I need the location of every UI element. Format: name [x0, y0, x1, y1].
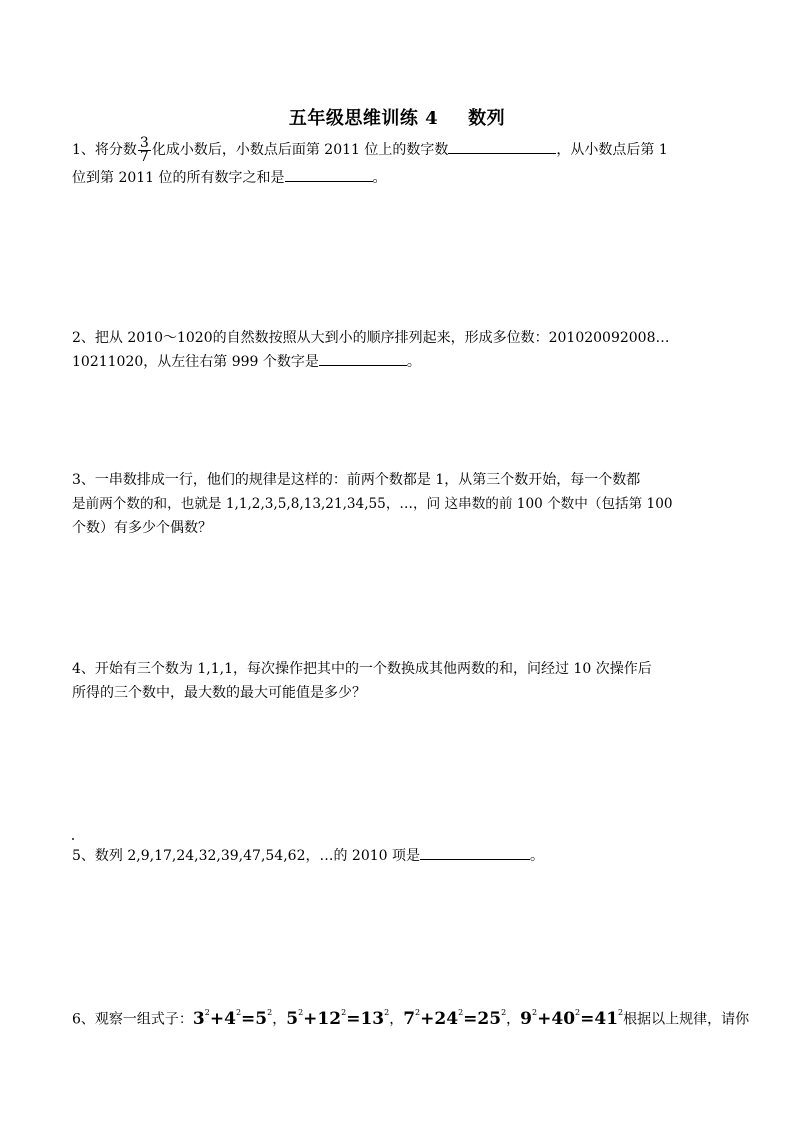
problem-3-line3: 个数）有多少个偶数？	[72, 520, 212, 536]
fraction-denominator: 7	[139, 148, 149, 165]
answer-blank-1a[interactable]	[448, 138, 556, 154]
problem-1-end: 。	[372, 170, 387, 186]
problem-5	[72, 844, 726, 868]
problem-2-line1: 2、把从 2010～1020的自然数按照从大到小的顺序排列起来，形成多位数：201020092008…	[72, 330, 670, 346]
problem-3-line2: 是前两个数的和，也就是 1,1,2,3,5,8,13,21,34,55，…，问 这串数的前 100 个数中（包括第 100	[72, 496, 673, 512]
problem-1-prefix: 1、将分数	[72, 142, 137, 158]
answer-blank-5[interactable]	[420, 844, 530, 860]
stray-mark	[72, 838, 74, 840]
problem-6-suffix: 根据以上规律，请你	[623, 1011, 750, 1028]
page-title	[0, 104, 794, 130]
problem-3-line1: 3、一串数排成一行，他们的规律是这样的：前两个数都是 1，从第三个数开始，每一个数都	[72, 472, 641, 488]
equation-1: $3^2+4^2=5^2$	[192, 1008, 273, 1029]
separator: ，	[272, 1011, 287, 1028]
equation-2: $5^2+12^2=13^2$	[286, 1008, 390, 1029]
problem-1-mid2: ，从小数点后第 1	[556, 142, 668, 158]
fraction	[138, 134, 151, 165]
equation-4: $9^2+40^2=41^2$	[520, 1008, 624, 1029]
title-topic: 数列	[468, 108, 506, 129]
separator: ，	[506, 1011, 521, 1028]
problem-2-end: 。	[406, 354, 421, 370]
title-main: 五年级思维训练 4	[288, 108, 439, 129]
fraction-numerator: 3	[139, 134, 149, 151]
problem-6-prefix: 6、观察一组式子：	[72, 1011, 193, 1028]
equation-3: $7^2+24^2=25^2$	[403, 1008, 507, 1029]
problem-1-line2: 位到第 2011 位的所有数字之和是	[72, 170, 285, 186]
problem-6	[72, 1000, 750, 1035]
problem-4-line1: 4、开始有三个数为 1,1,1，每次操作把其中的一个数换成其他两数的和，问经过 10 次操作后	[72, 661, 652, 677]
problem-4-line2: 所得的三个数中，最大数的最大可能值是多少？	[72, 685, 366, 701]
problem-4	[72, 657, 726, 705]
problem-1-mid: 化成小数后，小数点后面第 2011 位上的数字数	[151, 142, 449, 158]
problem-3	[72, 468, 726, 540]
problem-5-text: 5、数列 2,9,17,24,32,39,47,54,62，…的 2010 项是	[72, 848, 421, 864]
problem-5-end: 。	[530, 848, 545, 864]
answer-blank-2[interactable]	[319, 350, 407, 366]
problem-2	[72, 326, 726, 374]
problem-2-line2: 10211020，从左往右第 999 个数字是	[72, 354, 319, 370]
answer-blank-1b[interactable]	[285, 166, 373, 182]
problem-1	[72, 134, 726, 190]
separator: ，	[389, 1011, 404, 1028]
